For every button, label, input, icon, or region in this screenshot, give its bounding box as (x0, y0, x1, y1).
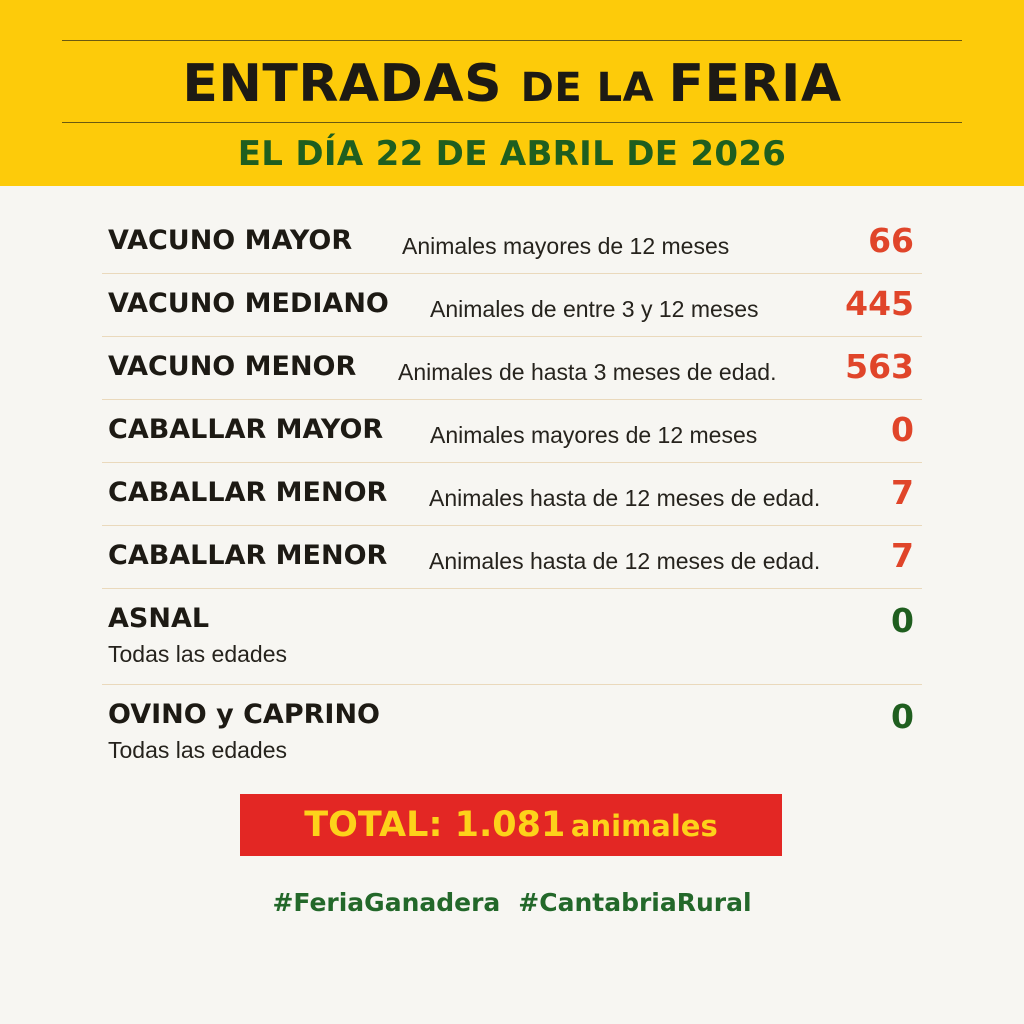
total-label: TOTAL: 1.081 (304, 805, 566, 845)
entry-count: 445 (845, 284, 914, 323)
entry-row-caballar-mayor (102, 400, 922, 463)
total-banner (240, 794, 782, 856)
entry-category-description: Todas las edades (108, 641, 288, 667)
entry-category-description: Animales de hasta 3 meses de edad. (398, 359, 777, 385)
entry-row-vacuno-mayor (102, 211, 922, 274)
entry-row-ovino-caprino (102, 685, 922, 781)
page-title (0, 52, 1024, 120)
entry-category-description: Animales de entre 3 y 12 meses (430, 296, 759, 322)
entry-category-description: Animales hasta de 12 meses de edad. (429, 485, 821, 511)
entry-category-name: CABALLAR MAYOR (108, 414, 384, 445)
header-top-rule (62, 40, 962, 41)
entry-count: 66 (868, 221, 914, 260)
entry-category-description: Animales mayores de 12 meses (430, 422, 758, 448)
hashtag-cantabria-rural: #CantabriaRural (518, 888, 752, 917)
title-entradas: ENTRADAS (182, 54, 521, 114)
entry-category-description: Animales mayores de 12 meses (402, 233, 730, 259)
entry-row-vacuno-mediano (102, 274, 922, 337)
header-divider-rule (62, 122, 962, 123)
entry-count: 0 (891, 410, 914, 449)
hashtag-feria-ganadera: #FeriaGanadera (272, 888, 501, 917)
livestock-entries-list (102, 211, 922, 781)
entry-row-caballar-menor-repeat (102, 526, 922, 589)
entry-category-description: Animales hasta de 12 meses de edad. (429, 548, 821, 574)
entry-category-name: VACUNO MEDIANO (108, 288, 389, 319)
entry-category-name: OVINO y CAPRINO (108, 699, 381, 730)
entry-category-name: VACUNO MENOR (108, 351, 357, 382)
hashtags (0, 888, 1024, 917)
title-de-la: DE LA (520, 65, 669, 111)
header-banner (0, 0, 1024, 186)
entry-category-name: ASNAL (108, 603, 210, 634)
entry-category-name: VACUNO MAYOR (108, 225, 353, 256)
entry-count: 7 (891, 473, 914, 512)
page-date-subtitle: EL DÍA 22 DE ABRIL DE 2026 (237, 134, 787, 174)
entry-category-description: Todas las edades (108, 737, 288, 763)
entry-count: 0 (891, 697, 914, 736)
entry-category-name: CABALLAR MENOR (108, 477, 388, 508)
entry-count: 0 (891, 601, 914, 640)
entry-count: 563 (845, 347, 914, 386)
entry-row-vacuno-menor (102, 337, 922, 400)
entry-row-caballar-menor (102, 463, 922, 526)
entry-count: 7 (891, 536, 914, 575)
entry-row-asnal (102, 589, 922, 685)
total-unit: animales (570, 809, 718, 843)
entry-category-name: CABALLAR MENOR (108, 540, 388, 571)
title-feria: FERIA (668, 54, 842, 114)
